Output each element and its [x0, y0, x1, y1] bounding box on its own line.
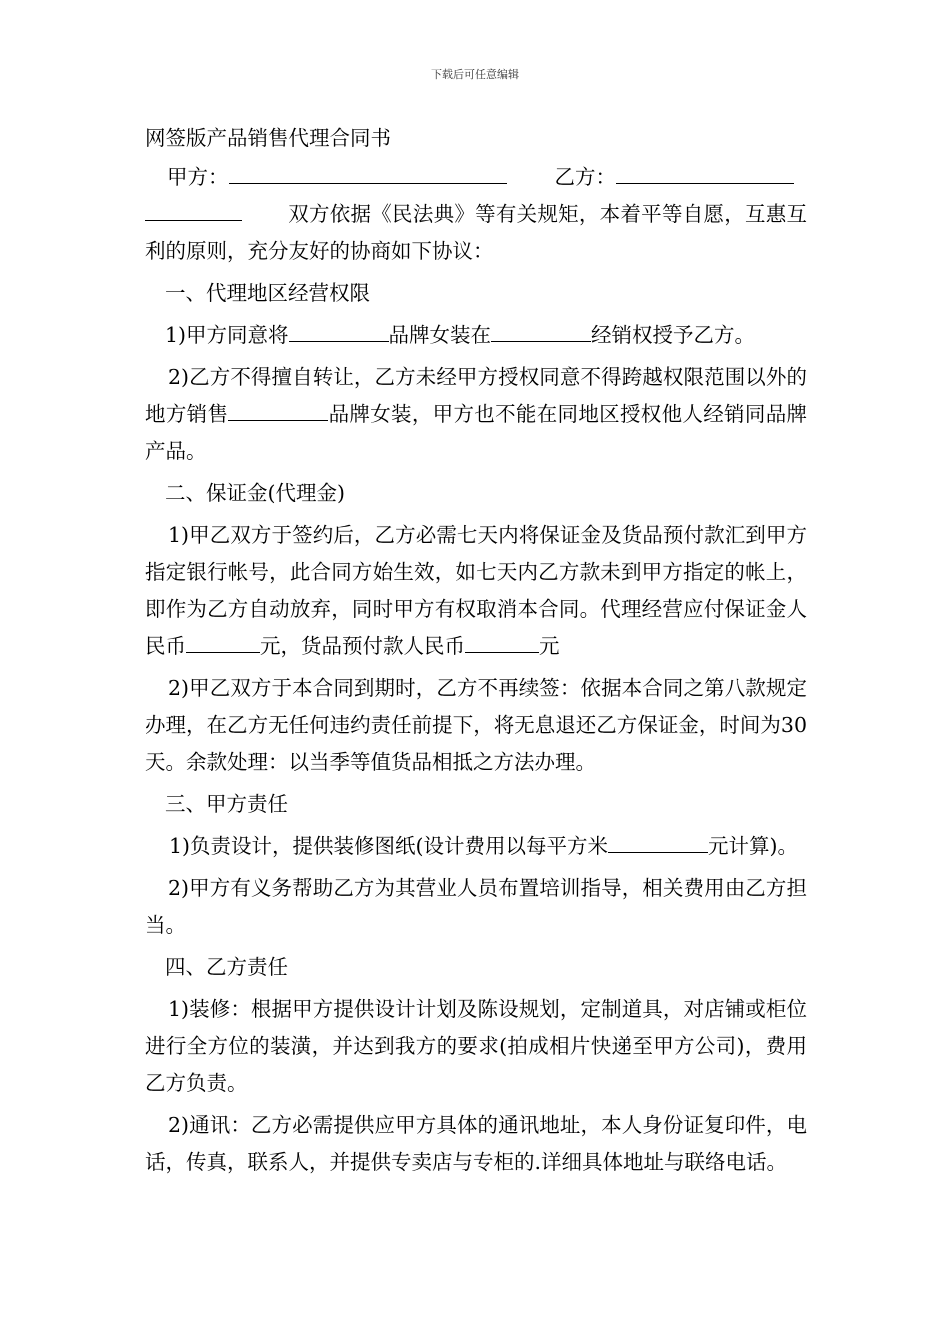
- section-4-heading: 四、乙方责任: [165, 955, 288, 979]
- party-a-label: 甲方：: [167, 165, 229, 189]
- intro-text: 双方依据《民法典》等有关规矩，本着平等自愿，互惠互利的原则，充分友好的协商如下协议：: [145, 202, 807, 263]
- s2-p1-text-c: 元: [539, 634, 560, 658]
- party-b-label: 乙方：: [554, 165, 616, 189]
- section-1-item-2: [145, 359, 807, 470]
- s2-p1-text-b: 元，货品预付款人民币: [260, 634, 465, 658]
- s3-p1-text-a: 1)负责设计，提供装修图纸(设计费用以每平方米: [169, 834, 609, 858]
- section-2-item-2: 2)甲乙双方于本合同到期时，乙方不再续签：依据本合同之第八款规定办理，在乙方无任何违约责任前提下，将无息退还乙方保证金，时间为30天。余款处理：以当季等值货品相抵之方法办理。: [145, 676, 807, 774]
- section-3-item-2: 2)甲方有义务帮助乙方为其营业人员布置培训指导，相关费用由乙方担当。: [145, 876, 807, 937]
- page-header-note: 下载后可任意编辑: [431, 68, 519, 81]
- design-fee-blank: [608, 830, 708, 853]
- s1-p2-text-a: 2)乙方不得擅自转让，乙方未经甲方授权同意不得跨越权限范围以外的地方销售: [145, 365, 807, 426]
- s1-p1-text-c: 经销权授予乙方。: [591, 323, 756, 347]
- brand-blank: [289, 319, 389, 342]
- section-4-item-1: 1)装修：根据甲方提供设计计划及陈设规划，定制道具，对店铺或柜位进行全方位的装潢，并达到我方的要求(拍成相片快递至甲方公司)，费用乙方负责。: [145, 997, 807, 1095]
- s3-p1-text-b: 元计算)。: [708, 834, 799, 858]
- party-a-blank: [229, 161, 507, 184]
- brand-blank-2: [228, 398, 328, 421]
- deposit-blank: [186, 630, 260, 653]
- intro-paragraph: [145, 196, 807, 270]
- party-b-blank-cont: [145, 198, 242, 221]
- section-2-item-1: [145, 517, 807, 665]
- s1-p2-text-b: 品牌女装，甲方也不能在同地区授权他人经销同品牌产品。: [145, 402, 808, 463]
- section-4-item-2: 2)通讯：乙方必需提供应甲方具体的通讯地址，本人身份证复印件，电话，传真，联系人，并提供专卖店与专柜的.详细具体地址与联络电话。: [145, 1113, 807, 1174]
- section-3-item-1: [145, 828, 807, 865]
- parties-line: [145, 159, 807, 196]
- party-b-blank: [616, 161, 794, 184]
- s1-p1-text-b: 品牌女装在: [388, 323, 492, 347]
- s1-p1-text-a: 1)甲方同意将: [165, 323, 289, 347]
- document-title: 网签版产品销售代理合同书: [145, 126, 391, 150]
- section-2-heading: 二、保证金(代理金): [165, 481, 345, 505]
- section-3-heading: 三、甲方责任: [165, 792, 288, 816]
- section-1-heading: 一、代理地区经营权限: [165, 281, 370, 305]
- document-body: [145, 123, 807, 1186]
- section-1-item-1: [145, 317, 807, 354]
- s2-p1-text-a: 1)甲乙双方于签约后，乙方必需七天内将保证金及货品预付款汇到甲方指定银行帐号，此合同方始生效，如七天内乙方款未到甲方指定的帐上，即作为乙方自动放弃，同时甲方有权取消本合同。代理经营应付保证金人民币: [145, 523, 807, 658]
- region-blank: [491, 319, 591, 342]
- prepayment-blank: [465, 630, 539, 653]
